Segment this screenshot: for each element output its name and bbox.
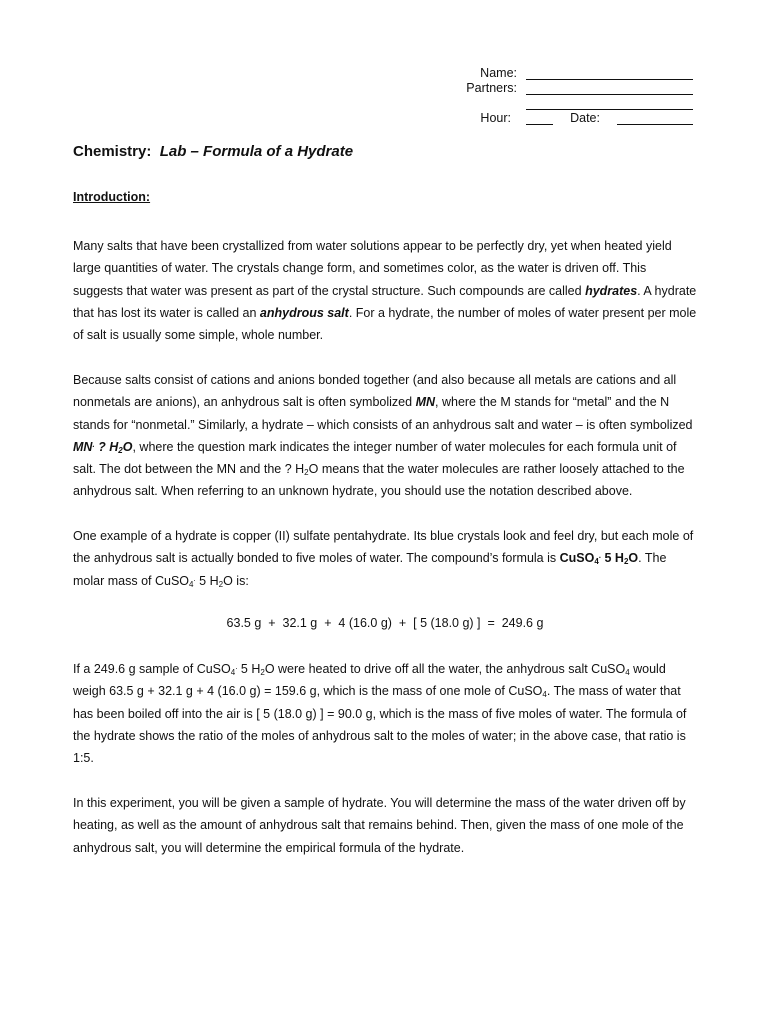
date-label: Date:	[570, 111, 600, 125]
formula-cuso4-5h2o: CuSO$_4$. 5 $H_2O$	[559, 551, 639, 567]
term-anhydrous-salt: anhydrous salt	[259, 305, 349, 320]
intro-paragraph-4: If a 249.6 g sample of CuSO$_4$. 5 $H_2O$ were heated to drive off all the water, the anhydrous salt CuSO$_4$ would weigh 63.5 g + 32.1 g + 4 (16.0 g) = 159.6 g, which is the mass of one mole of CuSO$_4$. The mass of water that has been boiled off into the air is [ 5 (18.0 g) ] = 90.0 g, which is the mass of five moles of water. The formula of the hydrate shows the ratio of the moles of anhydrous salt to the moles of water; in the above case, that ratio is 1:5.	[73, 662, 687, 766]
intro-paragraph-1: Many salts that have been crystallized from water solutions appear to be perfectly dry, yet when heated yield large quantities of water. The crystals change form, and sometimes color, as the water is driven off. This suggests that water was present as part of the crystal structure. Such compounds are called hydrates. A hydrate that has lost its water is called an anhydrous salt. For a hydrate, the number of moles of water present per mole of salt is usually some simple, whole number.	[73, 239, 697, 343]
page-title	[73, 143, 353, 160]
name-label: Name:	[480, 66, 517, 80]
molar-mass-equation: 63.5 g + 32.1 g + 4 (16.0 g) + [ 5 (18.0 g) ] = 249.6 g	[226, 616, 544, 630]
partners-line-1[interactable]	[526, 94, 693, 95]
introduction-heading: Introduction:	[73, 190, 151, 204]
intro-paragraph-3: One example of a hydrate is copper (II) sulfate pentahydrate. Its blue crystals look and feel dry, but each mole of the anhydrous salt is actually bonded to five moles of water. The compound’s formula is CuSO$_4$. 5 $H_2O$. The molar mass of CuSO$_4$. 5 $H_2O$ is:	[73, 529, 694, 589]
hour-line[interactable]	[526, 124, 553, 125]
hour-label: Hour:	[480, 111, 511, 125]
intro-paragraph-5: In this experiment, you will be given a sample of hydrate. You will determine the mass of the water driven off by heating, as well as the amount of anhydrous salt that remains behind. Then, given the mass of one mole of the anhydrous salt, you will determine the empirical formula of the hydrate.	[73, 796, 686, 855]
term-hydrates: hydrates	[585, 283, 638, 298]
title-subject: Chemistry:	[73, 143, 152, 160]
symbol-mn: MN	[415, 395, 436, 410]
partners-line-2[interactable]	[526, 109, 693, 110]
symbol-hydrate: MN. ? $H_2O$	[73, 439, 133, 455]
date-line[interactable]	[617, 124, 693, 125]
title-lab-name: Lab – Formula of a Hydrate	[159, 143, 354, 160]
intro-paragraph-2: Because salts consist of cations and anions bonded together (and also because all metals are cations and all nonmetals are anions), an anhydrous salt is often symbolized MN, where the M stands for “metal” and the N stands for “nonmetal.” Similarly, a hydrate – which consists of an anhydrous salt and water – is often symbolized MN. ? $H_2O$, where the question mark indicates the integer number of water molecules for each formula unit of salt. The dot between the MN and the ? $H_2O$ means that the water molecules are rather loosely attached to the anhydrous salt. When referring to an unknown hydrate, you should use the notation described above.	[73, 373, 693, 499]
name-line[interactable]	[526, 79, 693, 80]
partners-label: Partners:	[466, 81, 517, 95]
